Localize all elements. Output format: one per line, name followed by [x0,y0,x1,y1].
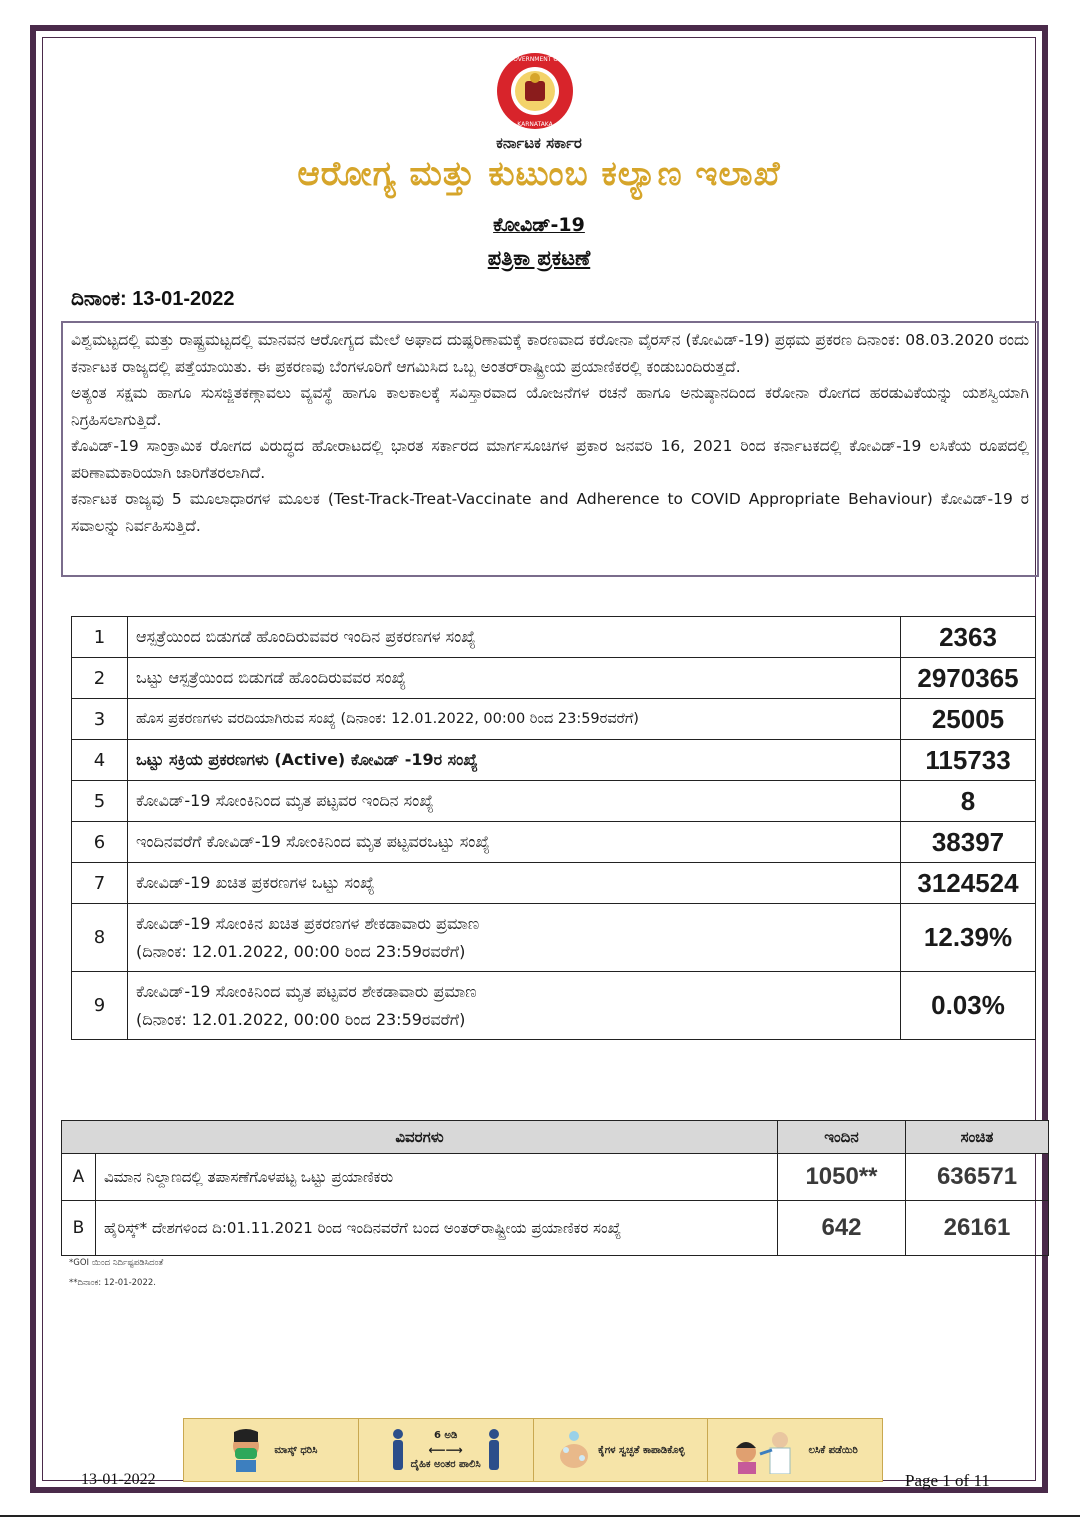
row-value: 0.03% [901,972,1036,1040]
table-row [72,781,1036,822]
row-value: 12.39% [901,904,1036,972]
table-row [62,1201,1049,1256]
intro-paragraph-1: ವಿಶ್ವಮಟ್ಟದಲ್ಲಿ ಮತ್ತು ರಾಷ್ಟ್ರಮಟ್ಟದಲ್ಲಿ ಮಾನವನ ಆರೋಗ್ಯದ ಮೇಲೆ ಅಘಾದ ದುಷ್ಪರಿಣಾಮಕ್ಕೆ ಕಾರಣವಾದ ಕರೋನಾ ವೈರಸ್‌ನ (ಕೋವಿಡ್-19) ಪ್ರಥಮ ಪ್ರಕರಣ ದಿನಾಂಕ: 08.03.2020 ರಂದು ಕರ್ನಾಟಕ ರಾಜ್ಯದಲ್ಲಿ ಪತ್ತೆಯಾಯಿತು. ಈ ಪ್ರಕರಣವು ಬೆಂಗಳೂರಿಗೆ ಆಗಮಿಸಿದ ಒಬ್ಬ ಅಂತರ್‌ರಾಷ್ಟ್ರೀಯ ಪ್ರಯಾಣಿಕರಲ್ಲಿ ಕಂಡುಬಂದಿರುತ್ತದೆ. [71,331,1029,376]
table-row [72,740,1036,781]
row-description-main: ಕೋವಿಡ್-19 ಸೋಂಕಿನಿಂದ ಮೃತ ಪಟ್ಟವರ ಶೇಕಡಾವಾರು ಪ್ರಮಾಣ [136,981,477,1001]
row-number: 7 [72,863,128,904]
col-details: ವಿವರಗಳು [62,1121,778,1154]
row-today: 642 [778,1201,906,1256]
distance-top-label: 6 ಅಡಿ [433,1430,458,1441]
row-number: 4 [72,740,128,781]
row-description: ಇಂದಿನವರೆಗೆ ಕೋವಿಡ್-19 ಸೋಂಕಿನಿಂದ ಮೃತ ಪಟ್ಟವರಒಟ್ಟು ಸಂಖ್ಯೆ [128,822,901,863]
table-row [72,699,1036,740]
row-letter: A [62,1154,96,1201]
row-cumulative: 26161 [906,1201,1049,1256]
covid-appropriate-behaviour-banner [183,1418,883,1482]
col-today: ಇಂದಿನ [778,1121,906,1154]
intro-paragraph-3: ಕೊವಿಡ್-19 ಸಾಂಕ್ರಾಮಿಕ ರೋಗದ ವಿರುದ್ಧದ ಹೋರಾಟದಲ್ಲಿ ಭಾರತ ಸರ್ಕಾರದ ಮಾರ್ಗಸೂಚಿಗಳ ಪ್ರಕಾರ ಜನವರಿ 16, 2021 ರಿಂದ ಕರ್ನಾಟಕದಲ್ಲಿ ಕೋವಿಡ್-19 ಲಸಿಕೆಯ ರೂಪದಲ್ಲಿ ಪರಿಣಾಮಕಾರಿಯಾಗಿ ಜಾರಿಗೆತರಲಾಗಿದೆ. [71,437,1029,482]
intro-paragraph-2: ಅತ್ಯಂತ ಸಕ್ಷಮ ಹಾಗೂ ಸುಸಜ್ಜಿತಕಣ್ಗಾವಲು ವ್ಯವಸ್ಥೆ ಹಾಗೂ ಕಾಲಕಾಲಕ್ಕೆ ಸವಿಸ್ತಾರವಾದ ಯೋಜನೆಗಳ ರಚನೆ ಹಾಗೂ ಅನುಷ್ಠಾನದಿಂದ ಕರೋನಾ ರೋಗದ ಹರಡುವಿಕೆಯನ್ನು ಯಶಸ್ವಿಯಾಗಿ ನಿಗ್ರಹಿಸಲಾಗುತ್ತಿದೆ. [71,384,1029,429]
press-release-title: ಪತ್ರಿಕಾ ಪ್ರಕಟಣೆ [487,246,591,270]
banner-distance [359,1419,534,1481]
row-number: 9 [72,972,128,1040]
svg-text:GOVERNMENT OF: GOVERNMENT OF [508,56,562,63]
footnote-date: **ದಿನಾಂಕ: 12-01-2022. [69,1278,156,1288]
row-description [128,904,901,972]
hand-wash-icon [556,1428,592,1472]
row-description [128,972,901,1040]
row-cumulative: 636571 [906,1154,1049,1201]
row-today: 1050** [778,1154,906,1201]
row-description-sub: (ದಿನಾಂಕ: 12.01.2022, 00:00 ರಿಂದ 23:59ರವರೆಗೆ) [136,941,466,961]
row-description: ಆಸ್ಪತ್ರೆಯಿಂದ ಬಿಡುಗಡೆ ಹೊಂದಿರುವವರ ಇಂದಿನ ಪ್ರಕರಣಗಳ ಸಂಖ್ಯೆ [128,617,901,658]
table-row [62,1154,1049,1201]
row-value: 25005 [901,699,1036,740]
department-name: ಆರೋಗ್ಯ ಮತ್ತು ಕುಟುಂಬ ಕಲ್ಯಾಣ ಇಲಾಖೆ [297,154,781,194]
release-date [71,288,235,311]
row-description: ಒಟ್ಟು ಆಸ್ಪತ್ರೆಯಿಂದ ಬಿಡುಗಡೆ ಹೊಂದಿರುವವರ ಸಂಖ್ಯೆ [128,658,901,699]
row-number: 6 [72,822,128,863]
row-number: 5 [72,781,128,822]
row-value: 115733 [901,740,1036,781]
footnote-high-risk: *GOI ಯಿಂದ ನಿರ್ದಿಷ್ಟಪಡಿಸಿದಂತೆ [69,1258,164,1268]
row-description-main: ಕೋವಿಡ್-19 ಸೋಂಕಿನ ಖಚಿತ ಪ್ರಕರಣಗಳ ಶೇಕಡಾವಾರು ಪ್ರಮಾಣ [136,913,480,933]
row-description: ಹೈರಿಸ್ಕ್* ದೇಶಗಳಿಂದ ದಿ:01.11.2021 ರಿಂದ ಇಂದಿನವರೆಗೆ ಬಂದ ಅಂತರ್‌ರಾಷ್ಟ್ರೀಯ ಪ್ರಯಾಣಿಕರ ಸಂಖ್ಯೆ [96,1201,778,1256]
col-cumulative: ಸಂಚಿತ [906,1121,1049,1154]
travellers-table [61,1120,1049,1256]
distance-text [411,1430,481,1470]
double-arrow-icon: ⟵⟶ [428,1443,463,1457]
karnataka-seal-icon [480,51,590,131]
row-letter: B [62,1201,96,1256]
table-row [72,972,1036,1040]
table-row [72,658,1036,699]
row-value: 8 [901,781,1036,822]
government-name: ಕರ್ನಾಟಕ ಸರ್ಕಾರ [496,134,582,152]
page-frame [30,25,1048,1493]
row-description: ಕೋವಿಡ್-19 ಸೋಂಕಿನಿಂದ ಮೃತ ಪಟ್ಟವರ ಇಂದಿನ ಸಂಖ್ಯೆ [128,781,901,822]
row-number: 1 [72,617,128,658]
table-row [72,863,1036,904]
banner-mask-label: ಮಾಸ್ಕ್ ಧರಿಸಿ [274,1444,318,1456]
footer-date: 13-01-2022 [81,1471,156,1488]
row-description: ಹೊಸ ಪ್ರಕರಣಗಳು ವರದಿಯಾಗಿರುವ ಸಂಖ್ಯೆ (ದಿನಾಂಕ: 12.01.2022, 00:00 ರಿಂದ 23:59ರವರೆಗೆ) [128,699,901,740]
row-value: 3124524 [901,863,1036,904]
vaccine-icon [732,1426,802,1474]
row-value: 38397 [901,822,1036,863]
row-description: ಒಟ್ಟು ಸಕ್ರಿಯ ಪ್ರಕರಣಗಳು (Active) ಕೋವಿಡ್ -19ರ ಸಂಖ್ಯೆ [128,740,901,781]
table-row [72,617,1036,658]
row-description: ಕೋವಿಡ್-19 ಖಚಿತ ಪ್ರಕರಣಗಳ ಒಟ್ಟು ಸಂಖ್ಯೆ [128,863,901,904]
bottom-divider [0,1515,1080,1517]
table-header-row [62,1121,1049,1154]
banner-vaccine [708,1419,882,1481]
row-number: 2 [72,658,128,699]
inner-frame [42,37,1036,1490]
row-number: 3 [72,699,128,740]
date-label: ದಿನಾಂಕ: [71,288,127,310]
banner-hands [534,1419,709,1481]
table-row [72,822,1036,863]
row-description-sub: (ದಿನಾಂಕ: 12.01.2022, 00:00 ರಿಂದ 23:59ರವರೆಗೆ) [136,1009,466,1029]
covid-stats-table [71,616,1036,1040]
banner-hands-label: ಕೈಗಳ ಸ್ವಚ್ಛತೆ ಕಾಪಾಡಿಕೊಳ್ಳಿ [598,1444,685,1456]
intro-box [61,321,1039,577]
covid-title: ಕೋವಿಡ್-19 [493,214,585,236]
intro-paragraph-4: ಕರ್ನಾಟಕ ರಾಜ್ಯವು 5 ಮೂಲಾಧಾರಗಳ ಮೂಲಕ (Test-Track-Treat-Vaccinate and Adherence to COVID Appropriate Behaviour) ಕೋವಿಡ್-19 ರ ಸವಾಲನ್ನು ನಿರ್ವಹಿಸುತ್ತಿದೆ. [71,490,1029,535]
banner-vaccine-label: ಲಸಿಕೆ ಪಡೆಯಿರಿ [808,1444,858,1456]
row-number: 8 [72,904,128,972]
banner-mask [184,1419,359,1481]
date-value: 13-01-2022 [132,288,235,310]
table-row [72,904,1036,972]
row-description: ವಿಮಾನ ನಿಲ್ದಾಣದಲ್ಲಿ ತಪಾಸಣೆಗೊಳಪಟ್ಟ ಒಟ್ಟು ಪ್ರಯಾಣಿಕರು [96,1154,778,1201]
person-icon [391,1428,405,1472]
person-icon [487,1428,501,1472]
page-number: Page 1 of 11 [905,1471,990,1490]
distance-label: ದೈಹಿಕ ಅಂತರ ಪಾಲಿಸಿ [410,1459,481,1470]
row-value: 2363 [901,617,1036,658]
svg-text:KARNATAKA: KARNATAKA [517,121,553,128]
row-value: 2970365 [901,658,1036,699]
mask-icon [224,1428,268,1472]
